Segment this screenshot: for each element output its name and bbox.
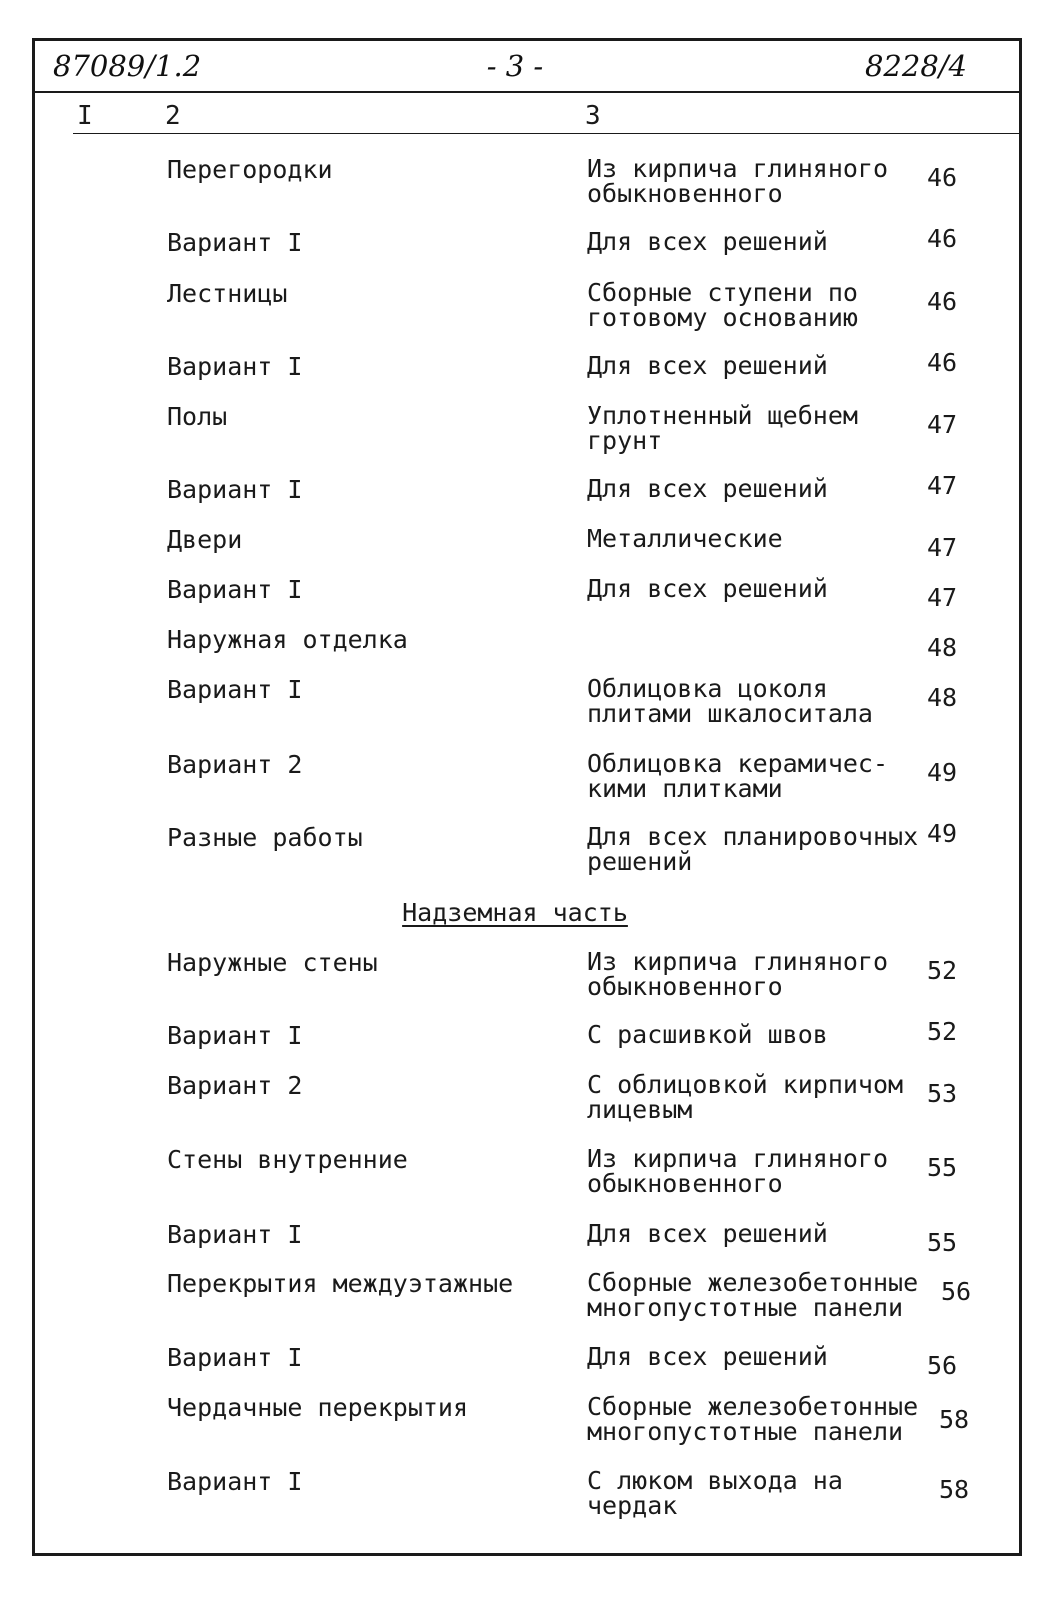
row-page: 56 bbox=[927, 1351, 958, 1380]
row-page: 55 bbox=[927, 1228, 958, 1257]
row-page: 58 bbox=[939, 1405, 970, 1434]
row-description: Облицовка керамичес- кими плитками bbox=[587, 749, 889, 803]
row-name: Вариант I bbox=[167, 228, 303, 257]
row-name: Перегородки bbox=[167, 155, 333, 184]
table-row bbox=[35, 1468, 1019, 1528]
header-divider bbox=[35, 91, 1019, 93]
table-row bbox=[35, 156, 1019, 216]
section-title: Надземная часть bbox=[402, 898, 628, 927]
page-number: - 3 - bbox=[486, 49, 544, 83]
table-row bbox=[35, 751, 1019, 811]
row-name: Вариант I bbox=[167, 1467, 303, 1496]
row-page: 58 bbox=[939, 1475, 970, 1504]
row-description: Для всех решений bbox=[587, 1342, 828, 1371]
table-row bbox=[35, 819, 1019, 884]
row-page: 48 bbox=[927, 633, 958, 662]
row-description: Для всех решений bbox=[587, 1219, 828, 1248]
row-page: 48 bbox=[927, 683, 958, 712]
row-name: Вариант I bbox=[167, 475, 303, 504]
row-description: С облицовкой кирпичом лицевым bbox=[587, 1070, 904, 1124]
row-page: 56 bbox=[941, 1277, 972, 1306]
row-page: 47 bbox=[927, 583, 958, 612]
row-page: 49 bbox=[927, 758, 958, 787]
table-row bbox=[35, 1270, 1019, 1330]
sheet-code: 8228/4 bbox=[864, 49, 967, 83]
table-row bbox=[35, 949, 1019, 1009]
row-description: Для всех решений bbox=[587, 227, 828, 256]
table-row bbox=[35, 403, 1019, 463]
column-header-3: 3 bbox=[585, 101, 601, 131]
row-page: 47 bbox=[927, 410, 958, 439]
row-page: 47 bbox=[927, 533, 958, 562]
row-name: Вариант I bbox=[167, 352, 303, 381]
doc-code: 87089/1.2 bbox=[53, 49, 202, 83]
row-page: 46 bbox=[927, 348, 958, 377]
row-description: Для всех решений bbox=[587, 474, 828, 503]
row-page: 52 bbox=[927, 1017, 958, 1046]
row-description: Для всех решений bbox=[587, 351, 828, 380]
row-name: Наружная отделка bbox=[167, 625, 408, 654]
row-description: С расшивкой швов bbox=[587, 1020, 828, 1049]
column-header-2: 2 bbox=[165, 101, 181, 131]
row-description: Из кирпича глиняного обыкновенного bbox=[587, 947, 889, 1001]
row-name: Вариант I bbox=[167, 1021, 303, 1050]
row-description: Для всех решений bbox=[587, 574, 828, 603]
row-name: Полы bbox=[167, 402, 228, 431]
row-name: Стены внутренние bbox=[167, 1145, 408, 1174]
row-name: Вариант I bbox=[167, 1220, 303, 1249]
row-page: 55 bbox=[927, 1153, 958, 1182]
row-name: Вариант 2 bbox=[167, 1071, 303, 1100]
row-description: Сборные железобетонные многопустотные панели bbox=[587, 1392, 919, 1446]
row-name: Вариант 2 bbox=[167, 750, 303, 779]
row-description: Сборные ступени по готовому основанию bbox=[587, 278, 858, 332]
row-page: 46 bbox=[927, 163, 958, 192]
row-name: Лестницы bbox=[167, 279, 288, 308]
row-name: Двери bbox=[167, 525, 243, 554]
page-frame bbox=[32, 38, 1022, 1556]
table-row bbox=[35, 676, 1019, 736]
row-name: Вариант I bbox=[167, 675, 303, 704]
row-name: Вариант I bbox=[167, 575, 303, 604]
table-row bbox=[35, 280, 1019, 340]
row-description: Из кирпича глиняного обыкновенного bbox=[587, 154, 889, 208]
column-header-1: I bbox=[77, 101, 93, 131]
table-row bbox=[35, 1072, 1019, 1132]
table-row bbox=[35, 1394, 1019, 1454]
row-description: Из кирпича глиняного обыкновенного bbox=[587, 1144, 889, 1198]
row-name: Перекрытия междуэтажные bbox=[167, 1269, 514, 1298]
table-row bbox=[35, 1146, 1019, 1206]
row-description: Уплотненный щебнем грунт bbox=[587, 401, 858, 455]
row-page: 46 bbox=[927, 287, 958, 316]
row-description: Сборные железобетонные многопустотные панели bbox=[587, 1268, 919, 1322]
column-header-divider bbox=[73, 133, 1019, 134]
row-name: Вариант I bbox=[167, 1343, 303, 1372]
row-page: 49 bbox=[927, 819, 958, 848]
row-page: 47 bbox=[927, 471, 958, 500]
row-page: 46 bbox=[927, 224, 958, 253]
row-description: С люком выхода на чердак bbox=[587, 1466, 843, 1520]
row-page: 52 bbox=[927, 956, 958, 985]
row-description: Для всех планировочных решений bbox=[587, 822, 919, 876]
row-name: Наружные стены bbox=[167, 948, 378, 977]
row-name: Разные работы bbox=[167, 823, 363, 852]
row-name: Чердачные перекрытия bbox=[167, 1393, 469, 1422]
row-description: Металлические bbox=[587, 524, 783, 553]
row-description: Облицовка цоколя плитами шкалоситала bbox=[587, 674, 873, 728]
row-page: 53 bbox=[927, 1079, 958, 1108]
